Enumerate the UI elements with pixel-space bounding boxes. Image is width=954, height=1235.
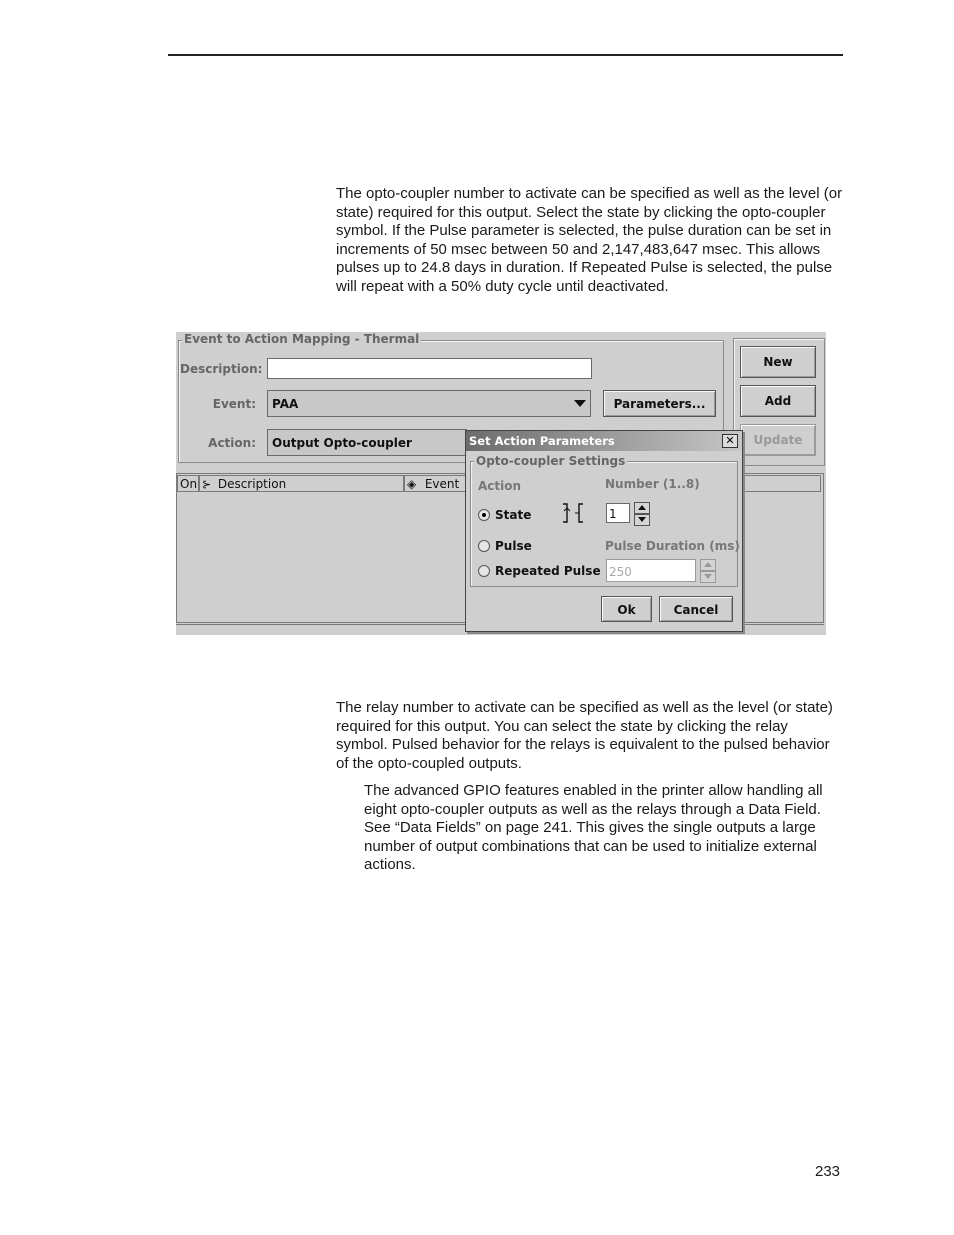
parameters-button[interactable]: Parameters... <box>603 390 716 417</box>
action-select[interactable]: Output Opto-coupler <box>267 429 467 456</box>
column-event-label: Event <box>424 477 460 491</box>
pulse-radio-label[interactable]: Pulse <box>495 539 532 553</box>
repeated-pulse-radio-label[interactable]: Repeated Pulse <box>495 564 601 578</box>
new-button[interactable]: New <box>740 346 816 378</box>
ok-button[interactable]: Ok <box>601 596 652 622</box>
number-up-button[interactable] <box>634 502 650 514</box>
paragraph-opto-coupler: The opto-coupler number to activate can be specified as well as the level (or state) required for this output. Select the state by clicking the opto-coupler symbol. If the Pulse parameter is selected, the pulse duration can be set in increments of 50 msec between 50 and 2,147,483,647 msec. This allows pulses up to 24.8 days in duration. If Repeated Pulse is selected, the pulse will repeat with a 50% duty cycle until deactivated. <box>336 185 843 295</box>
description-label: Description: <box>180 362 263 376</box>
action-header: Action <box>478 479 522 493</box>
cancel-button[interactable]: Cancel <box>659 596 733 622</box>
state-radio-label[interactable]: State <box>495 508 532 522</box>
column-filler <box>741 475 821 492</box>
pulse-duration-down-button[interactable] <box>700 571 716 583</box>
number-header: Number (1..8) <box>605 477 700 491</box>
column-description[interactable] <box>199 475 404 492</box>
column-description-label: Description <box>217 477 287 491</box>
paragraph-advanced-gpio: The advanced GPIO features enabled in the printer allow handling all eight opto-coupler outputs as well as the relays through a Data Field. See “Data Fields” on page 241. This gives the single outputs a large number of output combinations that can be used to initialize external actions. <box>364 782 823 874</box>
pulse-duration-input[interactable]: 250 <box>606 559 696 582</box>
action-label: Action: <box>208 436 256 450</box>
repeated-pulse-radio[interactable] <box>478 565 490 577</box>
gpio-action-screenshot <box>176 332 826 635</box>
event-diamond-icon: ◈ <box>407 477 417 491</box>
dialog-title: Set Action Parameters <box>466 431 742 451</box>
set-action-parameters-dialog <box>465 430 743 632</box>
tree-icon: ⊱ <box>202 478 212 491</box>
chevron-down-icon[interactable] <box>574 400 586 407</box>
optocoupler-symbol-icon[interactable] <box>561 502 585 524</box>
top-rule <box>168 54 843 56</box>
paragraph-relay: The relay number to activate can be specified as well as the level (or state) required for this output. You can select the state by clicking the relay symbol. Pulsed behavior for the relays is equivalent to the pulsed behavior of the opto-coupled outputs. <box>336 699 833 772</box>
mapping-group-title: Event to Action Mapping - Thermal <box>184 332 420 346</box>
pulse-duration-header: Pulse Duration (ms) <box>605 539 740 553</box>
page-number: 233 <box>815 1163 841 1180</box>
column-event[interactable] <box>404 475 466 492</box>
update-button[interactable]: Update <box>740 424 816 456</box>
add-button[interactable]: Add <box>740 385 816 417</box>
event-select[interactable]: PAA <box>267 390 591 417</box>
description-input[interactable] <box>267 358 592 379</box>
column-on[interactable]: On <box>177 475 199 492</box>
number-down-button[interactable] <box>634 514 650 526</box>
number-input[interactable]: 1 <box>606 503 630 523</box>
opto-coupler-settings-title: Opto-coupler Settings <box>476 454 626 468</box>
pulse-duration-up-button[interactable] <box>700 559 716 571</box>
close-icon[interactable]: ✕ <box>722 434 738 448</box>
state-radio[interactable] <box>478 509 490 521</box>
event-label: Event: <box>212 397 256 411</box>
pulse-radio[interactable] <box>478 540 490 552</box>
